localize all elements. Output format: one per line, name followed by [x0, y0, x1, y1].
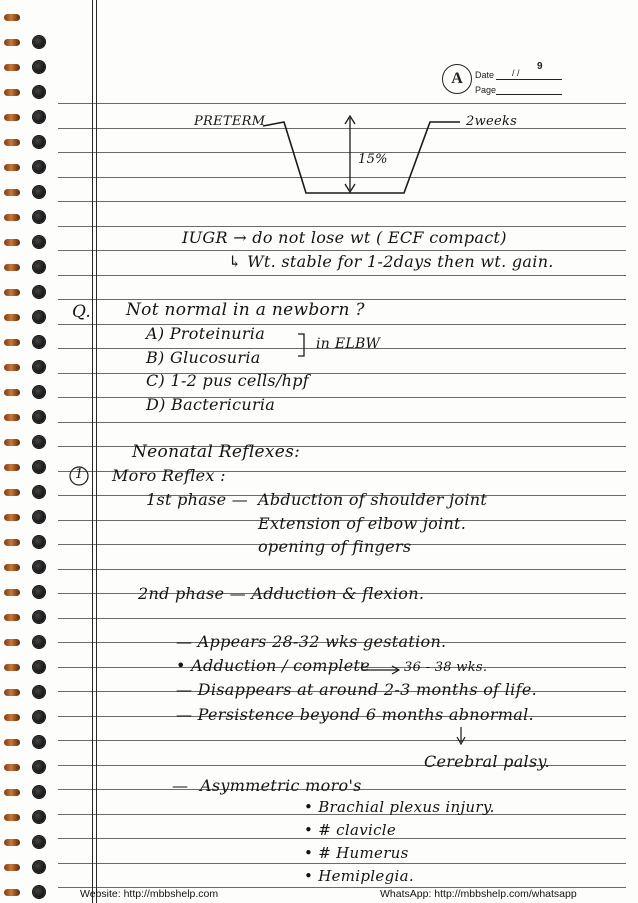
question-text: Not normal in a newborn ? [126, 300, 365, 320]
preterm-label: PRETERM [194, 114, 266, 129]
list-item: • Hemiplegia. [304, 867, 414, 885]
phase2-line: 2nd phase — Adduction & flexion. [138, 584, 425, 603]
list-item: C) 1-2 pus cells/hpf [146, 371, 309, 390]
iugr-line-1: IUGR → do not lose wt ( ECF compact) [182, 228, 507, 247]
list-item: D) Bactericuria [146, 394, 276, 414]
list-item: Abduction of shoulder joint [258, 490, 488, 509]
list-item: opening of fingers [258, 537, 412, 556]
iugr-line-2: ↳ Wt. stable for 1-2days then wt. gain. [228, 252, 554, 271]
asym-marker: — [172, 776, 189, 795]
elbw-note: in ELBW [316, 336, 381, 352]
list-item: Extension of elbow joint. [258, 513, 467, 533]
phase1-label: 1st phase — [146, 490, 249, 509]
list-item: • # Humerus [304, 844, 409, 862]
persistence-line: — Persistence beyond 6 months abnormal. [176, 705, 534, 724]
moro-title: Moro Reflex : [112, 466, 226, 485]
appears-line: — Appears 28-32 wks gestation. [176, 632, 447, 651]
preterm-weeks: 2weeks [466, 114, 518, 129]
page-number: 9 [537, 61, 543, 72]
preterm-percent: 15% [358, 152, 388, 167]
page-label: Page [475, 85, 497, 95]
date-label: Date [475, 70, 495, 80]
footer-website[interactable]: Website: http://mbbshelp.com [80, 888, 219, 900]
cerebral-palsy: Cerebral palsy. [424, 752, 551, 771]
disappears-line: — Disappears at around 2-3 months of life. [176, 680, 537, 699]
adduction-weeks: 36 - 38 wks. [404, 660, 488, 675]
footer-whatsapp[interactable]: WhatsApp: http://mbbshelp.com/whatsapp [380, 888, 577, 900]
reflex-number: 1 [75, 467, 84, 482]
list-item: • Brachial plexus injury. [304, 798, 495, 816]
list-item: • # clavicle [304, 821, 397, 839]
list-item: B) Glucosuria [146, 347, 261, 367]
asymmetric-moro: Asymmetric moro's [200, 776, 362, 795]
question-marker: Q. [72, 302, 92, 322]
publisher-logo: A [442, 64, 472, 94]
adduction-line: • Adduction / complete [176, 656, 370, 675]
date-separator: / / [512, 68, 520, 78]
reflexes-heading: Neonatal Reflexes: [132, 442, 301, 462]
list-item: A) Proteinuria [146, 324, 266, 343]
